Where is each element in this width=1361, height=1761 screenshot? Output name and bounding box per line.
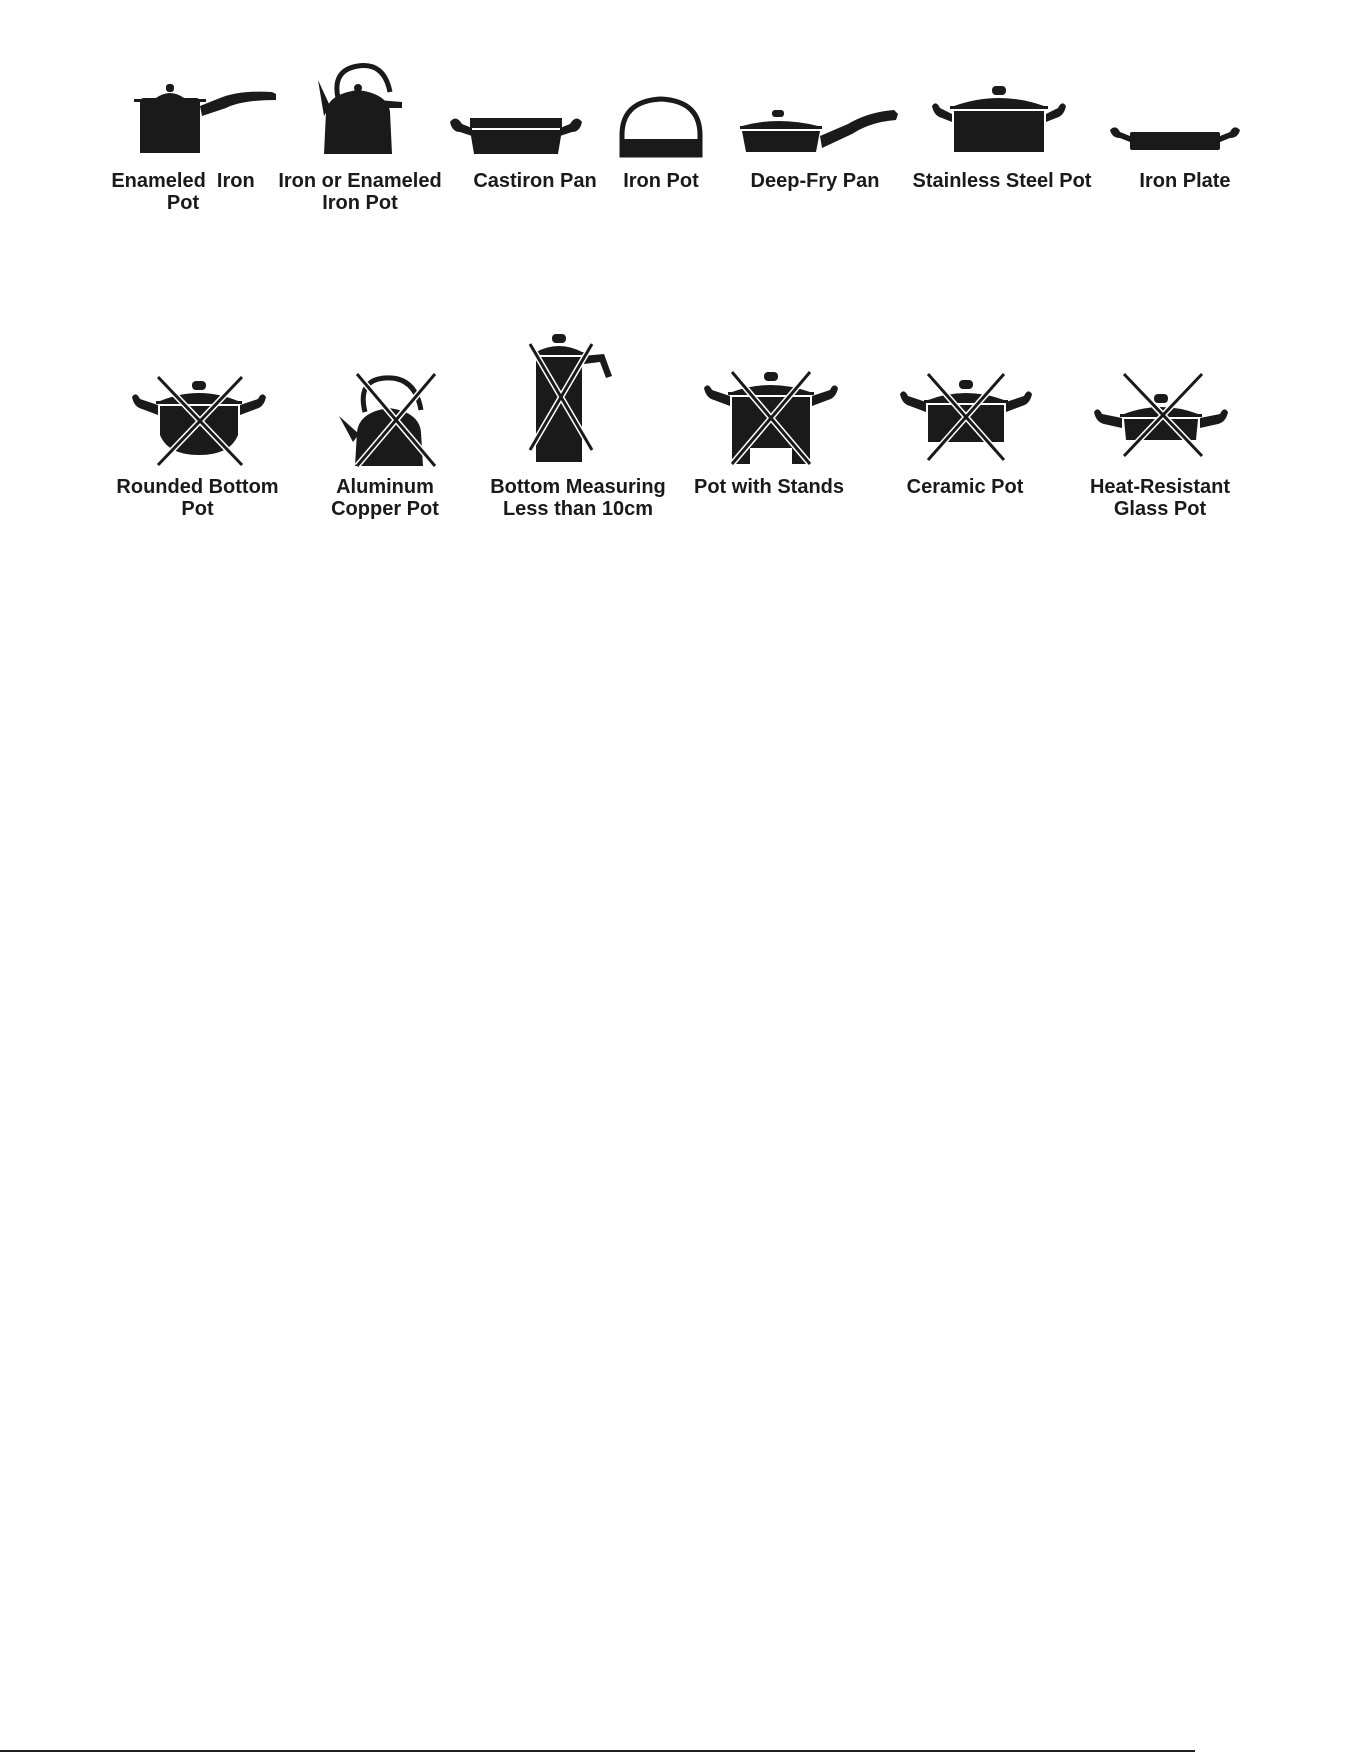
label-line: Iron Plate: [1139, 170, 1231, 192]
label-line: Bottom Measuring: [490, 476, 666, 498]
label-line: Castiron Pan: [473, 170, 597, 192]
label-line: Ceramic Pot: [906, 476, 1024, 498]
glass-pot-crossed-icon: [1092, 372, 1230, 458]
iron-plate-icon: [1108, 124, 1242, 154]
page-bottom-rule: [0, 1750, 1195, 1752]
rounded-bottom-pot-crossed-icon: [130, 375, 268, 467]
ceramic-pot-crossed-icon: [898, 372, 1034, 462]
label-line: Iron or Enameled: [278, 170, 442, 192]
label-line: Iron Pot: [623, 170, 699, 192]
deep-fry-pan-icon: [738, 106, 900, 158]
aluminum-copper-kettle-crossed-icon: [335, 372, 445, 468]
label-line: Glass Pot: [1113, 498, 1207, 520]
iron-pot-icon: [618, 95, 704, 157]
label-line: Aluminum: [336, 476, 434, 498]
label-line: Pot with Stands: [694, 476, 844, 498]
enameled-iron-saucepan-icon: [130, 80, 290, 160]
pot-with-stands-crossed-icon: [702, 370, 840, 466]
label-line: Deep-Fry Pan: [750, 170, 880, 192]
label-line: Iron Pot: [322, 192, 398, 214]
label-line: Rounded Bottom: [116, 476, 279, 498]
castiron-pan-icon: [448, 110, 584, 160]
label-line: Heat-Resistant: [1089, 476, 1231, 498]
label-line: Pot: [181, 498, 214, 520]
label-line: Copper Pot: [331, 498, 439, 520]
label-line: Less than 10cm: [502, 498, 654, 520]
kettle-icon: [308, 62, 408, 158]
label-line: Pot: [166, 192, 200, 214]
narrow-pot-crossed-icon: [522, 332, 632, 467]
stainless-steel-pot-icon: [930, 84, 1068, 156]
label-line: Stainless Steel Pot: [912, 170, 1092, 192]
label-line: Enameled Iron: [111, 170, 255, 192]
